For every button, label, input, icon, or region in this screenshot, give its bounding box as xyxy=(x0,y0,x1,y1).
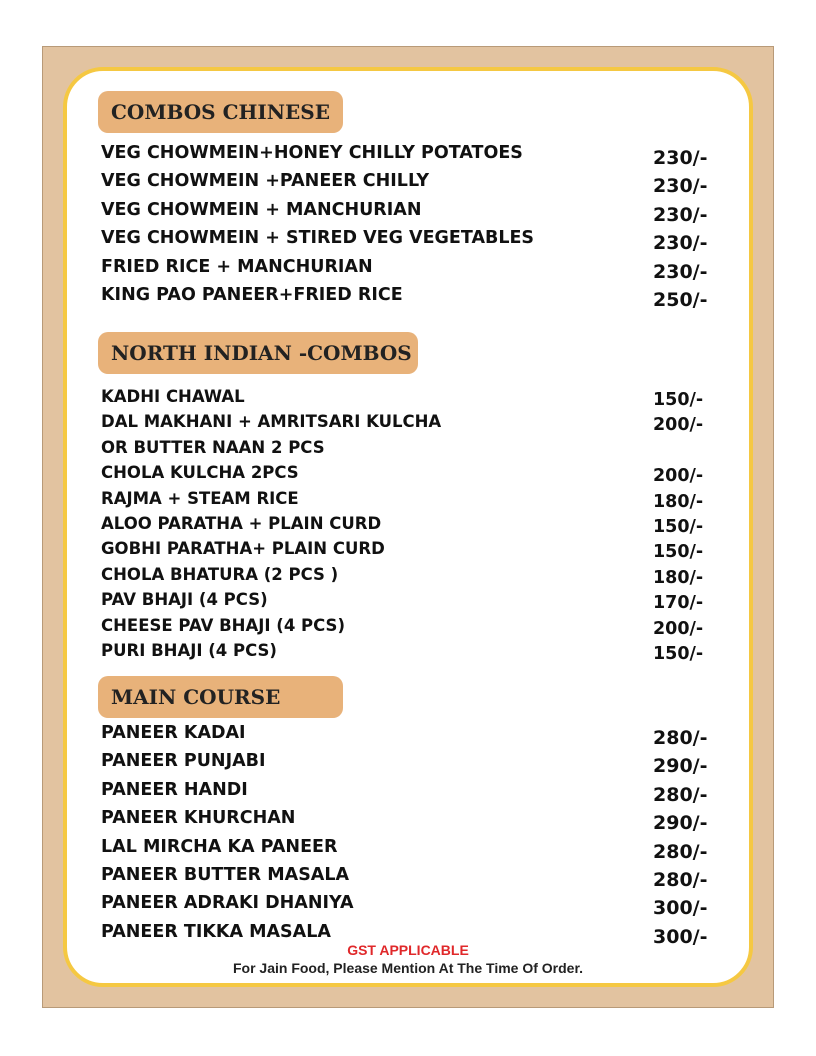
menu-list-combos-chinese xyxy=(101,143,711,313)
item-name: LAL MIRCHA KA PANEER xyxy=(101,836,338,857)
menu-item xyxy=(101,751,711,779)
menu-item xyxy=(101,723,711,751)
item-price: 280/- xyxy=(653,783,708,806)
item-name: PANEER PUNJABI xyxy=(101,751,266,772)
item-name: GOBHI PARATHA+ PLAIN CURD xyxy=(101,539,385,559)
item-name: PANEER BUTTER MASALA xyxy=(101,864,350,885)
menu-item xyxy=(101,590,711,615)
menu-item xyxy=(101,412,711,437)
jain-food-note: For Jain Food, Please Mention At The Time Of Order. xyxy=(232,960,584,976)
menu-item xyxy=(101,171,711,199)
item-price: 280/- xyxy=(653,840,708,863)
item-price: 150/- xyxy=(653,643,704,664)
item-name: PAV BHAJI (4 PCS) xyxy=(101,590,268,610)
menu-item xyxy=(101,200,711,228)
item-price: 150/- xyxy=(653,542,704,563)
item-price: 230/- xyxy=(653,232,708,255)
item-price: 150/- xyxy=(653,516,704,537)
gst-notice: GST APPLICABLE xyxy=(347,942,469,958)
item-price: 200/- xyxy=(653,618,704,639)
menu-item xyxy=(101,539,711,564)
item-price: 200/- xyxy=(653,466,704,487)
item-name: DAL MAKHANI + AMRITSARI KULCHA xyxy=(101,412,442,432)
item-name: CHOLA BHATURA (2 PCS ) xyxy=(101,564,339,584)
menu-item xyxy=(101,565,711,590)
item-name: CHEESE PAV BHAJI (4 PCS) xyxy=(101,615,345,635)
section-title-combos-chinese: COMBOS CHINESE xyxy=(98,91,343,133)
item-price: 230/- xyxy=(653,203,708,226)
item-price: 230/- xyxy=(653,147,708,169)
item-price: 200/- xyxy=(653,415,704,436)
item-name: VEG CHOWMEIN +PANEER CHILLY xyxy=(101,171,430,192)
menu-item xyxy=(101,387,711,412)
section-title-main-course: MAIN COURSE xyxy=(98,676,343,718)
item-name: PANEER HANDI xyxy=(101,779,248,800)
item-price: 180/- xyxy=(653,491,704,512)
menu-item xyxy=(101,837,711,865)
menu-list-north-indian-combos xyxy=(101,387,711,666)
menu-item xyxy=(101,893,711,921)
menu-item xyxy=(101,808,711,836)
item-price: 150/- xyxy=(653,390,704,410)
item-name: OR BUTTER NAAN 2 PCS xyxy=(101,437,325,457)
item-price: 290/- xyxy=(653,812,708,835)
item-price: 170/- xyxy=(653,593,704,614)
item-name: VEG CHOWMEIN + MANCHURIAN xyxy=(101,199,422,220)
item-name: KING PAO PANEER+FRIED RICE xyxy=(101,284,403,305)
menu-item xyxy=(101,780,711,808)
item-name: RAJMA + STEAM RICE xyxy=(101,488,299,508)
menu-item xyxy=(101,143,711,171)
item-price: 230/- xyxy=(653,175,708,198)
menu-list-main-course xyxy=(101,723,711,950)
item-price: 280/- xyxy=(653,868,708,891)
item-name: VEG CHOWMEIN+HONEY CHILLY POTATOES xyxy=(101,143,523,163)
item-name: FRIED RICE + MANCHURIAN xyxy=(101,256,373,277)
menu-item xyxy=(101,514,711,539)
item-name: ALOO PARATHA + PLAIN CURD xyxy=(101,513,382,533)
menu-item xyxy=(101,257,711,285)
menu-item xyxy=(101,489,711,514)
menu-item xyxy=(101,285,711,313)
item-name: PANEER ADRAKI DHANIYA xyxy=(101,893,354,914)
item-price: 180/- xyxy=(653,567,704,588)
item-price: 250/- xyxy=(653,288,708,311)
item-name: PANEER KADAI xyxy=(101,723,246,743)
item-price: 280/- xyxy=(653,727,708,749)
item-name: VEG CHOWMEIN + STIRED VEG VEGETABLES xyxy=(101,228,535,249)
section-title-north-indian-combos: NORTH INDIAN -COMBOS xyxy=(98,332,418,374)
item-price: 290/- xyxy=(653,755,708,778)
menu-item xyxy=(101,865,711,893)
menu-item xyxy=(101,438,711,463)
item-name: KADHI CHAWAL xyxy=(101,387,245,406)
item-price: 230/- xyxy=(653,260,708,283)
item-name: PANEER KHURCHAN xyxy=(101,808,296,829)
menu-item xyxy=(101,641,711,666)
item-name: PURI BHAJI (4 PCS) xyxy=(101,640,277,660)
menu-item xyxy=(101,228,711,256)
item-name: PANEER TIKKA MASALA xyxy=(101,921,331,942)
menu-item xyxy=(101,616,711,641)
item-price: 300/- xyxy=(653,925,708,948)
item-price: 300/- xyxy=(653,897,708,920)
item-name: CHOLA KULCHA 2PCS xyxy=(101,463,299,483)
menu-item xyxy=(101,463,711,488)
